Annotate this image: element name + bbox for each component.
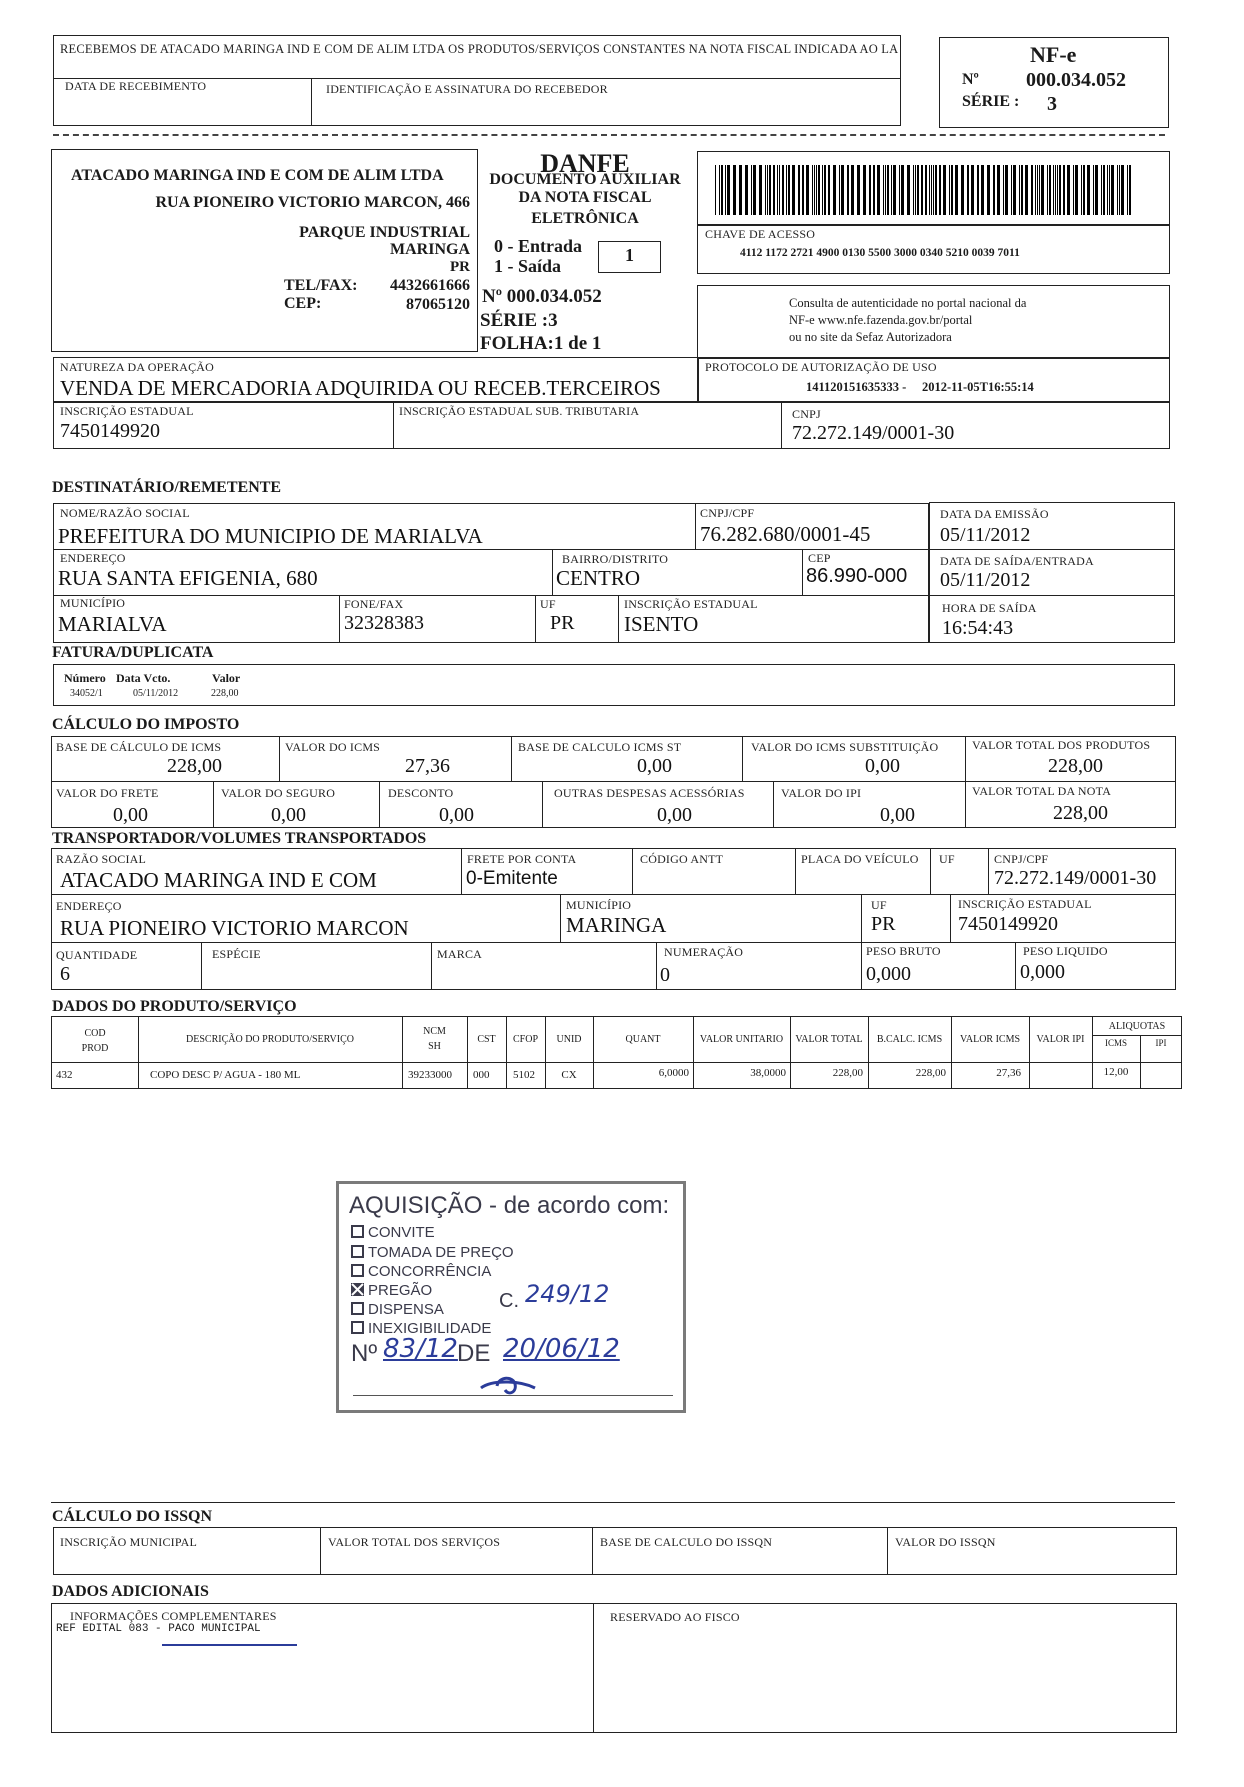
base-icms: 228,00 <box>167 755 222 777</box>
ie-vdiv1 <box>393 402 394 449</box>
produtos-title: DADOS DO PRODUTO/SERVIÇO <box>52 998 297 1015</box>
dates-hdiv1 <box>929 549 1175 550</box>
frete: 0,00 <box>113 804 148 826</box>
th-aliq: ALIQUOTAS <box>1108 1021 1166 1032</box>
transp-uf2-label: UF <box>871 898 887 912</box>
dest-nome-label: NOME/RAZÃO SOCIAL <box>60 506 190 520</box>
hora-label: HORA DE SAÍDA <box>942 601 1037 615</box>
transp-municipio-label: MUNICÍPIO <box>566 898 632 912</box>
emitente-telfax: 4432661666 <box>390 277 470 294</box>
fatura-h-valor: Valor <box>212 671 241 685</box>
ie-vdiv2 <box>781 402 782 449</box>
prod-hdiv <box>51 1062 1182 1063</box>
tr-v9 <box>201 942 202 990</box>
frete-label: VALOR DO FRETE <box>56 786 159 800</box>
info-label: INFORMAÇÕES COMPLEMENTARES <box>70 1609 277 1623</box>
transp-frete-label: FRETE POR CONTA <box>467 852 577 866</box>
outras-label: OUTRAS DESPESAS ACESSÓRIAS <box>554 786 745 800</box>
emitente-nome: ATACADO MARINGA IND E COM DE ALIM LTDA <box>71 167 444 184</box>
stamp-no-hand: 83/12 <box>383 1334 458 1364</box>
fatura-h-venc: Data Vcto. <box>116 671 171 685</box>
th-vicms: VALOR ICMS <box>959 1034 1021 1045</box>
natureza-label: NATUREZA DA OPERAÇÃO <box>60 360 215 374</box>
dest-bairro-label: BAIRRO/DISTRITO <box>562 552 669 566</box>
dest-cnpj: 76.282.680/0001-45 <box>700 522 871 546</box>
imp-v3 <box>742 736 743 781</box>
td-vtotal: 228,00 <box>832 1067 863 1079</box>
transp-qtd-label: QUANTIDADE <box>56 948 138 962</box>
danfe-sub3: ELETRÔNICA <box>531 210 639 227</box>
concorrencia-checkbox-icon <box>351 1264 364 1277</box>
td-cfop: 5102 <box>513 1069 535 1081</box>
th-cfop: CFOP <box>512 1034 538 1045</box>
danfe-numero: Nº 000.034.052 <box>482 286 602 307</box>
prod-v4 <box>506 1016 507 1089</box>
tr-v8 <box>950 894 951 942</box>
danfe-sub2: DA NOTA FISCAL <box>518 189 652 206</box>
dest-nome: PREFEITURA DO MUNICIPIO DE MARIALVA <box>58 524 483 548</box>
td-desc: COPO DESC P/ AGUA - 180 ML <box>150 1069 301 1081</box>
issqn-base-label: BASE DE CALCULO DO ISSQN <box>600 1535 773 1549</box>
stamp-signature-line <box>353 1395 673 1396</box>
th-quant: QUANT <box>625 1034 661 1045</box>
dest-vdiv-bairro <box>552 549 553 595</box>
ie-st-label: INSCRIÇÃO ESTADUAL SUB. TRIBUTARIA <box>399 404 640 418</box>
desconto: 0,00 <box>439 804 474 826</box>
emitente-telfax-label: TEL/FAX: <box>284 277 358 294</box>
dest-municipio-label: MUNICÍPIO <box>60 596 126 610</box>
stamp-no-prefix: Nº <box>351 1340 378 1367</box>
canhoto-vdivider <box>311 78 312 126</box>
imp-v7 <box>542 781 543 828</box>
transp-marca-label: MARCA <box>437 947 483 961</box>
outras: 0,00 <box>657 804 692 826</box>
ipi: 0,00 <box>880 804 915 826</box>
desconto-label: DESCONTO <box>388 786 454 800</box>
adicionais-vdiv <box>593 1603 594 1733</box>
th-vtotal: VALOR TOTAL <box>795 1034 863 1045</box>
dest-fone: 32328383 <box>344 612 424 634</box>
dest-bairro: CENTRO <box>556 566 640 590</box>
chave-label: CHAVE DE ACESSO <box>705 227 816 241</box>
convite-checkbox-icon <box>351 1225 364 1238</box>
cut-line <box>53 134 1165 136</box>
issqn-v1 <box>320 1527 321 1575</box>
tr-v1 <box>461 848 462 894</box>
saida-label: DATA DE SAÍDA/ENTRADA <box>940 554 1094 568</box>
stamp-c-hand: 249/12 <box>525 1280 610 1308</box>
th-aipi: IPI <box>1155 1038 1167 1048</box>
td-quant: 6,0000 <box>658 1067 689 1079</box>
tr-v12 <box>861 942 862 990</box>
tr-v5 <box>988 848 989 894</box>
th-bcalc: B.CALC. ICMS <box>876 1034 943 1045</box>
total-nota-label: VALOR TOTAL DA NOTA <box>972 784 1112 798</box>
transp-especie-label: ESPÉCIE <box>212 947 261 961</box>
saida-value: 05/11/2012 <box>940 569 1031 591</box>
pregao-checked-icon <box>351 1283 364 1296</box>
dispensa-label: DISPENSA <box>368 1301 444 1318</box>
imp-v4 <box>965 736 966 828</box>
ie-value: 7450149920 <box>60 420 160 442</box>
transp-razao-label: RAZÃO SOCIAL <box>56 852 147 866</box>
prod-v1 <box>138 1016 139 1089</box>
natureza-value: VENDA DE MERCADORIA ADQUIRIDA OU RECEB.TERCEIROS <box>60 376 661 400</box>
fatura-venc: 05/11/2012 <box>133 688 179 699</box>
destinatario-title: DESTINATÁRIO/REMETENTE <box>52 479 282 496</box>
valor-icms-label: VALOR DO ICMS <box>285 740 381 754</box>
seguro: 0,00 <box>271 804 306 826</box>
dest-vdiv-ie <box>618 595 619 643</box>
transp-liquido-label: PESO LIQUIDO <box>1023 944 1108 958</box>
dest-fone-label: FONE/FAX <box>344 597 404 611</box>
tr-hdiv2 <box>51 942 1176 943</box>
transp-municipio: MARINGA <box>566 913 667 937</box>
barcode-icon <box>715 165 1135 215</box>
transp-razao: ATACADO MARINGA IND E COM <box>60 868 377 892</box>
convite-label: CONVITE <box>368 1224 435 1241</box>
identificacao-label: IDENTIFICAÇÃO E ASSINATURA DO RECEBEDOR <box>326 82 608 96</box>
nfe-serie: 3 <box>1047 93 1057 115</box>
tr-v13 <box>1015 942 1016 990</box>
th-unid: UNID <box>556 1034 582 1045</box>
dest-ie: ISENTO <box>624 612 699 636</box>
td-cod: 432 <box>56 1069 73 1081</box>
consulta-line1: Consulta de autenticidade no portal nacional da <box>789 296 1027 310</box>
valor-icms: 27,36 <box>405 755 450 777</box>
th-vipi: VALOR IPI <box>1036 1034 1085 1045</box>
issqn-title: CÁLCULO DO ISSQN <box>52 1508 213 1525</box>
stamp-tomada <box>351 1244 514 1261</box>
stamp-concorrencia <box>351 1263 491 1280</box>
icms-st: 0,00 <box>865 755 900 777</box>
danfe-folha: FOLHA:1 de 1 <box>480 333 602 354</box>
tr-hdiv1 <box>51 894 1176 895</box>
ipi-label: VALOR DO IPI <box>781 786 862 800</box>
danfe-tipo: 1 <box>625 245 634 265</box>
dest-vdiv-cnpj <box>695 503 696 549</box>
transp-uf2: PR <box>871 913 896 935</box>
transp-antt-label: CÓDIGO ANTT <box>640 852 724 866</box>
transp-numeracao-label: NUMERAÇÃO <box>664 945 744 959</box>
dispensa-checkbox-icon <box>351 1302 364 1315</box>
transp-ie: 7450149920 <box>958 913 1058 935</box>
transp-bruto: 0,000 <box>866 963 911 985</box>
tomada-label: TOMADA DE PREÇO <box>368 1244 514 1261</box>
fatura-h-numero: Número <box>64 671 106 685</box>
dest-uf-label: UF <box>540 597 556 611</box>
base-icms-label: BASE DE CÁLCULO DE ICMS <box>56 740 222 754</box>
canhoto-text: RECEBEMOS DE ATACADO MARINGA IND E COM DE ALIM LTDA OS PRODUTOS/SERVIÇOS CONSTANTES NA NOTA FISCAL INDICADA AO LA <box>60 42 899 56</box>
danfe-title: DANFE <box>540 149 630 178</box>
dest-vdiv-cep <box>802 549 803 595</box>
emitente-bairro: PARQUE INDUSTRIAL <box>299 224 470 241</box>
th-cod1: COD <box>84 1028 106 1039</box>
protocolo-value: 141120151635333 - 2012-11-05T16:55:14 <box>806 380 1034 394</box>
danfe-serie: SÉRIE :3 <box>480 310 558 331</box>
pregao-label: PREGÃO <box>368 1282 433 1299</box>
dest-hdiv1 <box>53 549 929 550</box>
info-value: REF EDITAL 083 - PACO MUNICIPAL <box>56 1623 261 1635</box>
imp-v6 <box>379 781 380 828</box>
issqn-v2 <box>592 1527 593 1575</box>
issqn-servicos-label: VALOR TOTAL DOS SERVIÇOS <box>328 1535 501 1549</box>
stamp-de-prefix: DE <box>457 1340 491 1367</box>
stamp-convite <box>351 1224 435 1241</box>
stamp-pregao <box>351 1282 432 1299</box>
emissao-value: 05/11/2012 <box>940 524 1031 546</box>
transp-cnpj: 72.272.149/0001-30 <box>994 867 1157 889</box>
concorrencia-label: CONCORRÊNCIA <box>368 1263 492 1280</box>
imposto-title: CÁLCULO DO IMPOSTO <box>52 716 240 733</box>
fatura-valor: 228,00 <box>211 688 239 699</box>
ie-label: INSCRIÇÃO ESTADUAL <box>60 404 194 418</box>
base-st-label: BASE DE CALCULO ICMS ST <box>518 740 682 754</box>
dest-cep: 86.990-000 <box>806 565 908 587</box>
stamp-title: AQUISIÇÃO - de acordo com: <box>349 1192 670 1219</box>
td-aicms: 12,00 <box>1103 1066 1129 1078</box>
td-vunit: 38,0000 <box>750 1067 786 1079</box>
th-cst: CST <box>477 1034 496 1045</box>
stamp-de-hand: 20/06/12 <box>503 1334 620 1364</box>
fatura-numero: 34052/1 <box>70 688 103 699</box>
total-prod: 228,00 <box>1048 755 1103 777</box>
transp-qtd: 6 <box>60 963 70 985</box>
tr-v11 <box>656 942 657 990</box>
fatura-title: FATURA/DUPLICATA <box>52 644 214 661</box>
stamp-dispensa <box>351 1301 444 1318</box>
transp-liquido: 0,000 <box>1020 961 1065 983</box>
emitente-cep: 87065120 <box>406 296 470 313</box>
dates-hdiv2 <box>929 595 1175 596</box>
dest-endereco: RUA SANTA EFIGENIA, 680 <box>58 566 318 590</box>
dest-cnpj-label: CNPJ/CPF <box>700 506 755 520</box>
nfe-serie-label: SÉRIE : <box>962 93 1020 110</box>
imp-v8 <box>773 781 774 828</box>
th-ncm2: SH <box>428 1041 441 1052</box>
inexigibilidade-label: INEXIGIBILIDADE <box>368 1320 492 1337</box>
fisco-label: RESERVADO AO FISCO <box>610 1610 740 1624</box>
transp-bruto-label: PESO BRUTO <box>866 944 941 958</box>
transportador-title: TRANSPORTADOR/VOLUMES TRANSPORTADOS <box>52 830 427 847</box>
imp-v5 <box>213 781 214 828</box>
danfe-sub1: DOCUMENTO AUXILIAR <box>489 171 681 188</box>
td-unid: CX <box>561 1069 577 1081</box>
prod-v3 <box>467 1016 468 1089</box>
info-underline <box>162 1644 297 1646</box>
tr-v3 <box>795 848 796 894</box>
transp-ie-label: INSCRIÇÃO ESTADUAL <box>958 897 1092 911</box>
protocolo-label: PROTOCOLO DE AUTORIZAÇÃO DE USO <box>705 360 937 374</box>
emitente-cep-label: CEP: <box>284 295 322 312</box>
nfe-title: NF-e <box>1030 42 1077 67</box>
th-aicms: ICMS <box>1104 1038 1127 1048</box>
danfe-entrada: 0 - Entrada <box>494 236 583 256</box>
tr-v2 <box>632 848 633 894</box>
th-desc: DESCRIÇÃO DO PRODUTO/SERVIÇO <box>186 1034 354 1045</box>
emitente-cidade: MARINGA <box>390 241 470 258</box>
dest-uf: PR <box>550 612 575 634</box>
td-cst: 000 <box>473 1069 490 1081</box>
chave-value: 4112 1172 2721 4900 0130 5500 3000 0340 5210 0039 7011 <box>740 247 1020 259</box>
imp-v1 <box>279 736 280 781</box>
td-bcalc: 228,00 <box>915 1067 946 1079</box>
tr-v4 <box>930 848 931 894</box>
transp-endereco: RUA PIONEIRO VICTORIO MARCON <box>60 916 409 940</box>
nfe-numero-label: Nº <box>962 71 979 88</box>
transp-uf-label: UF <box>939 852 955 866</box>
dest-ie-label: INSCRIÇÃO ESTADUAL <box>624 597 758 611</box>
dest-vdiv-uf <box>535 595 536 643</box>
base-st: 0,00 <box>637 755 672 777</box>
data-recebimento-label: DATA DE RECEBIMENTO <box>65 79 207 93</box>
danfe-saida: 1 - Saída <box>494 256 562 276</box>
emissao-label: DATA DA EMISSÃO <box>940 507 1049 521</box>
imp-hdiv <box>51 781 1176 782</box>
consulta-line3: ou no site da Sefaz Autorizadora <box>789 330 952 344</box>
total-nota: 228,00 <box>1053 802 1108 824</box>
th-vunit: VALOR UNITARIO <box>699 1034 784 1045</box>
prod-v11 <box>1029 1016 1030 1089</box>
issqn-valor-label: VALOR DO ISSQN <box>895 1535 996 1549</box>
tr-v7 <box>861 894 862 942</box>
nfe-numero: 000.034.052 <box>1026 69 1126 91</box>
stamp-c-prefix: C. <box>499 1290 519 1312</box>
dest-hdiv2 <box>53 595 929 596</box>
issqn-topline <box>51 1502 1175 1503</box>
tr-v10 <box>431 942 432 990</box>
icms-st-label: VALOR DO ICMS SUBSTITUIÇÃO <box>751 740 939 754</box>
hora-value: 16:54:43 <box>942 617 1014 639</box>
consulta-line2: NF-e www.nfe.fazenda.gov.br/portal <box>789 313 973 327</box>
transp-placa-label: PLACA DO VEÍCULO <box>801 852 919 866</box>
dest-cep-label: CEP <box>808 551 831 565</box>
imp-v2 <box>511 736 512 781</box>
total-prod-label: VALOR TOTAL DOS PRODUTOS <box>972 738 1151 752</box>
issqn-v3 <box>887 1527 888 1575</box>
dest-vdiv-fone <box>339 595 340 643</box>
tomada-checkbox-icon <box>351 1245 364 1258</box>
td-vicms: 27,36 <box>996 1067 1021 1079</box>
emit-cnpj-value: 72.272.149/0001-30 <box>792 422 955 444</box>
emitente-uf: PR <box>450 259 470 275</box>
transp-numeracao: 0 <box>660 964 670 986</box>
td-ncm: 39233000 <box>408 1069 452 1081</box>
dest-municipio: MARIALVA <box>58 612 167 636</box>
transp-frete: 0-Emitente <box>466 868 558 889</box>
emitente-endereco: RUA PIONEIRO VICTORIO MARCON, 466 <box>155 194 470 211</box>
th-cod2: PROD <box>81 1043 109 1054</box>
transp-endereco-label: ENDEREÇO <box>56 899 122 913</box>
aquisicao-stamp <box>336 1181 686 1413</box>
dest-endereco-label: ENDEREÇO <box>60 551 126 565</box>
inexigibilidade-checkbox-icon <box>351 1321 364 1334</box>
prod-aliq-hdiv <box>1092 1035 1182 1036</box>
emit-cnpj-label: CNPJ <box>792 407 821 421</box>
adicionais-title: DADOS ADICIONAIS <box>52 1583 209 1600</box>
tr-v6 <box>560 894 561 942</box>
seguro-label: VALOR DO SEGURO <box>221 786 336 800</box>
transp-cnpj-label: CNPJ/CPF <box>994 852 1049 866</box>
th-ncm1: NCM <box>423 1026 446 1037</box>
issqn-im-label: INSCRIÇÃO MUNICIPAL <box>60 1535 198 1549</box>
